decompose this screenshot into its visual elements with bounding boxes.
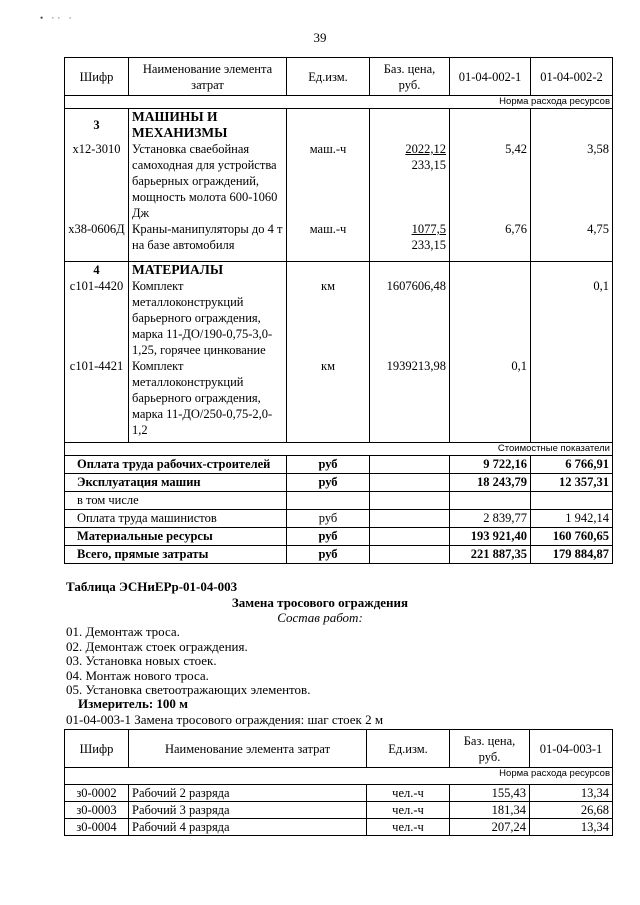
summary-v2: 160 760,65	[531, 528, 613, 546]
band-row-cost	[65, 443, 613, 456]
row-code: з0-0002	[65, 785, 129, 802]
v1-material-2: 0,1	[511, 359, 527, 373]
section-number: 4	[93, 263, 100, 277]
summary-row	[65, 546, 613, 564]
code-machine-2: х38-0606Д	[68, 222, 125, 236]
row-price: 181,34	[450, 802, 530, 819]
table-name: Таблица ЭСНиЕРр-01-04-003	[66, 579, 238, 594]
section-cell-codes	[65, 109, 129, 262]
summary-v2	[531, 492, 613, 510]
v2-machine-2: 4,75	[587, 222, 609, 236]
row-code: з0-0004	[65, 819, 129, 836]
summary-v1: 2 839,77	[450, 510, 531, 528]
header-unit: Ед.изм.	[367, 730, 450, 768]
summary-unit: руб	[287, 546, 370, 564]
summary-price	[370, 474, 450, 492]
measure-unit: Измеритель: 100 м	[78, 696, 189, 711]
code-material-1: с101-4420	[69, 279, 124, 293]
summary-row	[65, 456, 613, 474]
header-price: Баз. цена, руб.	[370, 58, 450, 96]
page-number: 39	[313, 30, 327, 45]
section-subtitle: Состав работ:	[277, 610, 363, 625]
band-row-norm	[65, 768, 613, 785]
band-norm: Норма расхода ресурсов	[65, 96, 613, 109]
summary-v1: 221 887,35	[450, 546, 531, 564]
name-machine-1: Установка сваебойная самоходная для устройства барьерных ограждений, мощность молота 600-1060 Дж	[132, 142, 278, 220]
summary-price	[370, 528, 450, 546]
code-material-2: с101-4421	[69, 359, 124, 373]
row-price: 207,24	[450, 819, 530, 836]
header-name: Наименование элемента затрат	[129, 730, 367, 768]
materials-cell-prices	[370, 262, 450, 443]
name-material-1: Комплект металлоконструкций барьерного ограждения, марка 11-ДО/190-0,75-3,0-1,25, горячее цинкование	[132, 279, 273, 357]
summary-unit: руб	[287, 456, 370, 474]
summary-row	[65, 528, 613, 546]
resource-table-01-04-002	[64, 57, 613, 564]
summary-row	[65, 474, 613, 492]
header-col2: 01-04-002-2	[531, 58, 613, 96]
row-code: з0-0003	[65, 802, 129, 819]
header-name: Наименование элемента затрат	[129, 58, 287, 96]
row-name: Рабочий 4 разряда	[129, 819, 367, 836]
summary-v2: 6 766,91	[531, 456, 613, 474]
unit-machine-2: маш.-ч	[309, 222, 347, 236]
summary-row	[65, 492, 613, 510]
summary-label: Эксплуатация машин	[65, 474, 287, 492]
summary-v1: 18 243,79	[450, 474, 531, 492]
summary-unit: руб	[287, 474, 370, 492]
materials-cell-v1	[450, 262, 531, 443]
work-item: 02. Демонтаж стоек ограждения.	[66, 639, 248, 654]
row-unit: чел.-ч	[367, 785, 450, 802]
resource-table-01-04-003	[64, 729, 613, 836]
summary-v2: 12 357,31	[531, 474, 613, 492]
section-title: Замена тросового ограждения	[231, 595, 409, 610]
table-row	[65, 802, 613, 819]
price-machine-1: 2022,12	[405, 142, 446, 156]
summary-label: Оплата труда рабочих-строителей	[65, 456, 287, 474]
summary-label: Всего, прямые затраты	[65, 546, 287, 564]
work-item: 05. Установка светоотражающих элементов.	[66, 682, 311, 697]
v2-material-1: 0,1	[593, 279, 609, 293]
table-row	[65, 819, 613, 836]
row-v1: 13,34	[530, 785, 613, 802]
work-item: 04. Монтаж нового троса.	[66, 668, 209, 683]
materials-cell-v2	[531, 262, 613, 443]
row-unit: чел.-ч	[367, 819, 450, 836]
v1-material-1	[453, 278, 527, 294]
section-cell-v1	[450, 109, 531, 262]
v1-machine-1: 5,42	[505, 142, 527, 156]
summary-unit	[287, 492, 370, 510]
scan-speck: • ·· ·	[40, 13, 75, 23]
materials-cell-codes	[65, 262, 129, 443]
section-cell-v2	[531, 109, 613, 262]
table-row	[65, 785, 613, 802]
unit-material-2: км	[321, 359, 335, 373]
section-row-machines	[65, 109, 613, 262]
summary-v1	[450, 492, 531, 510]
band-cost: Стоимостные показатели	[65, 443, 613, 456]
section-cell-units	[287, 109, 370, 262]
header-unit: Ед.изм.	[287, 58, 370, 96]
row-v1: 26,68	[530, 802, 613, 819]
v2-machine-1: 3,58	[587, 142, 609, 156]
table-header-row	[65, 730, 613, 768]
header-col1: 01-04-002-1	[450, 58, 531, 96]
summary-price	[370, 546, 450, 564]
row-name: Рабочий 2 разряда	[129, 785, 367, 802]
summary-v1: 9 722,16	[450, 456, 531, 474]
header-code: Шифр	[65, 730, 129, 768]
section-title: МАТЕРИАЛЫ	[132, 262, 224, 277]
section-row-materials	[65, 262, 613, 443]
price2-machine-1: 233,15	[411, 158, 446, 172]
table-subtitle: 01-04-003-1 Замена тросового ограждения: шаг стоек 2 м	[66, 712, 384, 727]
row-unit: чел.-ч	[367, 802, 450, 819]
summary-price	[370, 456, 450, 474]
work-item: 01. Демонтаж троса.	[66, 624, 180, 639]
section-number: 3	[93, 118, 100, 132]
summary-v2: 179 884,87	[531, 546, 613, 564]
band-row-norm	[65, 96, 613, 109]
summary-unit: руб	[287, 528, 370, 546]
row-name: Рабочий 3 разряда	[129, 802, 367, 819]
header-code: Шифр	[65, 58, 129, 96]
materials-cell-units	[287, 262, 370, 443]
band-norm: Норма расхода ресурсов	[65, 768, 613, 785]
unit-machine-1: маш.-ч	[309, 142, 347, 156]
header-price: Баз. цена, руб.	[450, 730, 530, 768]
section-cell-prices	[370, 109, 450, 262]
price-material-1: 1607606,48	[386, 279, 446, 293]
summary-row	[65, 510, 613, 528]
summary-price	[370, 510, 450, 528]
v1-machine-2: 6,76	[505, 222, 527, 236]
materials-cell-names	[129, 262, 287, 443]
row-v1: 13,34	[530, 819, 613, 836]
summary-v2: 1 942,14	[531, 510, 613, 528]
summary-price	[370, 492, 450, 510]
summary-label: Материальные ресурсы	[65, 528, 287, 546]
price-machine-2: 1077,5	[411, 222, 446, 236]
summary-unit: руб	[287, 510, 370, 528]
name-material-2: Комплект металлоконструкций барьерного ограждения, марка 11-ДО/250-0,75-2,0-1,2	[132, 359, 273, 437]
summary-label: Оплата труда машинистов	[65, 510, 287, 528]
work-item: 03. Установка новых стоек.	[66, 653, 217, 668]
section-title: МАШИНЫ И МЕХАНИЗМЫ	[132, 109, 228, 140]
section-cell-names	[129, 109, 287, 262]
name-machine-2: Краны-манипуляторы до 4 т на базе автомобиля	[132, 222, 283, 252]
code-machine-1: х12-3010	[72, 142, 121, 156]
price-material-2: 1939213,98	[386, 359, 446, 373]
header-col1: 01-04-003-1	[530, 730, 613, 768]
summary-label: в том числе	[65, 492, 287, 510]
table-header-row	[65, 58, 613, 96]
unit-material-1: км	[321, 279, 335, 293]
price2-machine-2: 233,15	[411, 238, 446, 252]
summary-v1: 193 921,40	[450, 528, 531, 546]
row-price: 155,43	[450, 785, 530, 802]
